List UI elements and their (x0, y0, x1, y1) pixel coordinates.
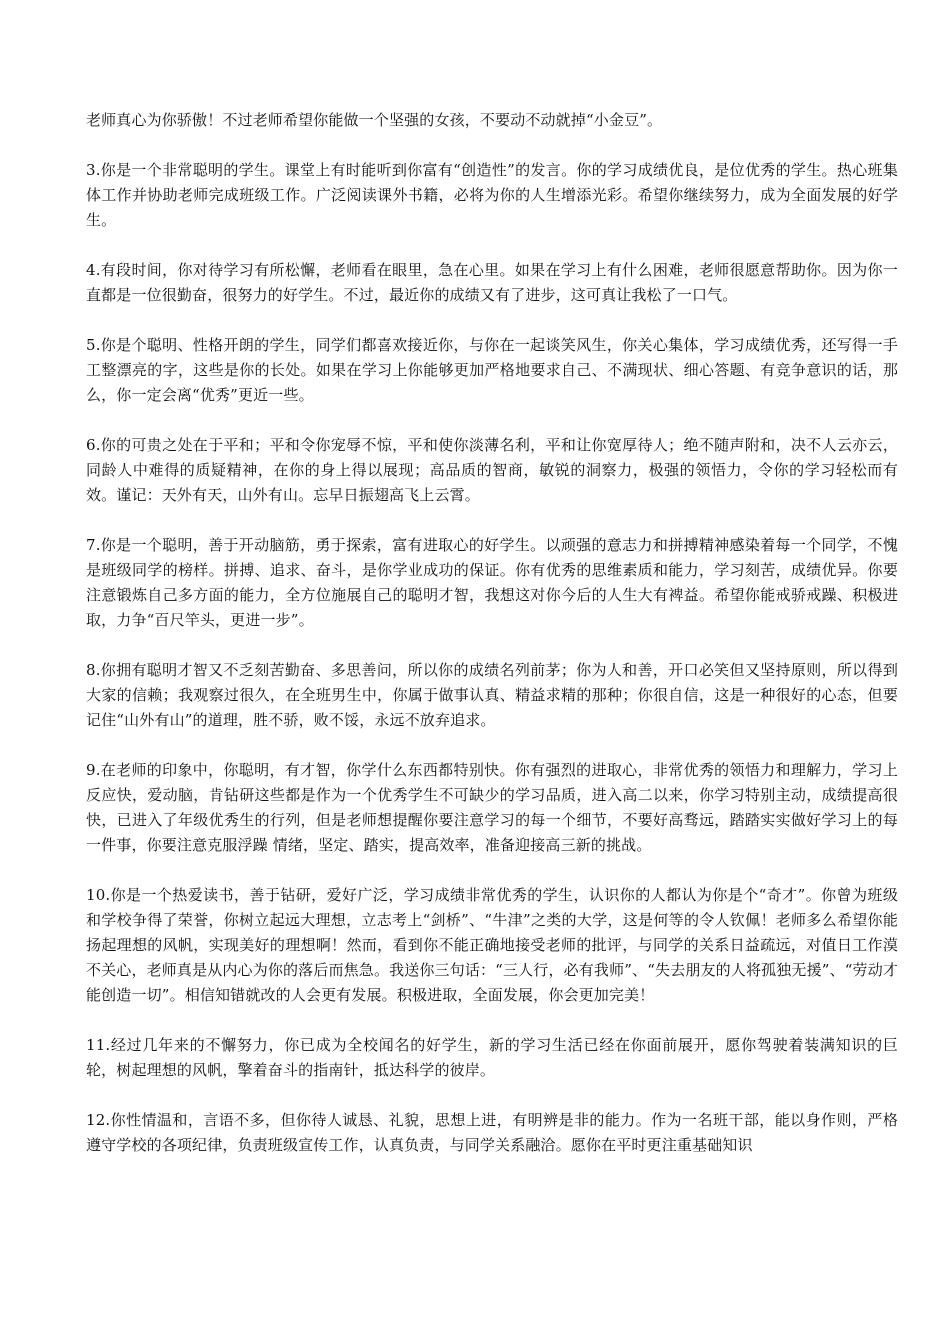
comment-paragraph-7: 7.你是一个聪明，善于开动脑筋，勇于探索，富有进取心的好学生。以顽强的意志力和拼搏精神感染着每一个同学，不愧是班级同学的榜样。拼搏、追求、奋斗，是你学业成功的保证。你有优秀的思维素质和能力，学习刻苦，成绩优异。你要注意锻炼自己多方面的能力，全方位施展自己的聪明才智，我想这对你今后的人生大有裨益。希望你能戒骄戒躁、积极进取，力争“百尺竿头，更进一步”。 (86, 536, 898, 629)
document-page (86, 108, 898, 1158)
comment-paragraph-11: 11.经过几年来的不懈努力，你已成为全校闻名的好学生，新的学习生活已经在你面前展开，愿你驾驶着装满知识的巨轮，树起理想的风帆，擎着奋斗的指南针，抵达科学的彼岸。 (86, 1036, 898, 1079)
comment-paragraph-8: 8.你拥有聪明才智又不乏刻苦勤奋、多思善问，所以你的成绩名列前茅；你为人和善，开口必笑但又坚持原则，所以得到大家的信赖；我观察过很久，在全班男生中，你属于做事认真、精益求精的那种；你很自信，这是一种很好的心态，但要记住“山外有山”的道理，胜不骄，败不馁，永远不放弃追求。 (86, 661, 898, 729)
comment-paragraph-4: 4.有段时间，你对待学习有所松懈，老师看在眼里，急在心里。如果在学习上有什么困难，老师很愿意帮助你。因为你一直都是一位很勤奋，很努力的好学生。不过，最近你的成绩又有了进步，这可真让我松了一口气。 (86, 261, 898, 304)
comment-paragraph-10: 10.你是一个热爱读书，善于钻研，爱好广泛，学习成绩非常优秀的学生，认识你的人都认为你是个“奇才”。你曾为班级和学校争得了荣誉，你树立起远大理想，立志考上“剑桥”、“牛津”之类的大学，这是何等的令人钦佩！老师多么希望你能扬起理想的风帆，实现美好的理想啊！然而，看到你不能正确地接受老师的批评，与同学的关系日益疏远，对值日工作漠不关心，老师真是从内心为你的落后而焦急。我送你三句话：“三人行，必有我师”、“失去朋友的人将孤独无援”、“劳动才能创造一切”。相信知错就改的人会更有发展。积极进取，全面发展，你会更加完美！ (86, 886, 898, 1004)
comment-paragraph-3: 3.你是一个非常聪明的学生。课堂上有时能听到你富有“创造性”的发言。你的学习成绩优良，是位优秀的学生。热心班集体工作并协助老师完成班级工作。广泛阅读课外书籍，必将为你的人生增添光彩。希望你继续努力，成为全面发展的好学生。 (86, 161, 898, 229)
comment-paragraph-6: 6.你的可贵之处在于平和；平和令你宠辱不惊，平和使你淡薄名利，平和让你宽厚待人；绝不随声附和，决不人云亦云，同龄人中难得的质疑精神，在你的身上得以展现；高品质的智商，敏锐的洞察力，极强的领悟力，令你的学习轻松而有效。谨记：天外有天，山外有山。忘早日振翅高飞上云霄。 (86, 436, 898, 504)
comment-paragraph-9: 9.在老师的印象中，你聪明，有才智，你学什么东西都特别快。你有强烈的进取心，非常优秀的领悟力和理解力，学习上反应快，爱动脑，肯钻研这些都是作为一个优秀学生不可缺少的学习品质，进入高二以来，你学习特别主动，成绩提高很快，已进入了年级优秀生的行列，但是老师想提醒你要注意学习的每一个细节，不要好高骛远，踏踏实实做好学习上的每一件事，你要注意克服浮躁 情绪，坚定、踏实，提高效率，准备迎接高三新的挑战。 (86, 761, 898, 854)
comment-paragraph-12: 12.你性情温和，言语不多，但你待人诚恳、礼貌，思想上进，有明辨是非的能力。作为一名班干部，能以身作则，严格遵守学校的各项纪律，负责班级宣传工作，认真负责，与同学关系融洽。愿你在平时更注重基础知识 (86, 1111, 898, 1154)
comment-paragraph-continued: 老师真心为你骄傲！不过老师希望你能做一个坚强的女孩，不要动不动就掉“小金豆”。 (86, 111, 663, 129)
comment-paragraph-5: 5.你是个聪明、性格开朗的学生，同学们都喜欢接近你，与你在一起谈笑风生，你关心集体，学习成绩优秀，还写得一手工整漂亮的字，这些是你的长处。如果在学习上你能够更加严格地要求自己、不满现状、细心答题、有竞争意识的话，那么，你一定会离“优秀”更近一些。 (86, 336, 898, 404)
